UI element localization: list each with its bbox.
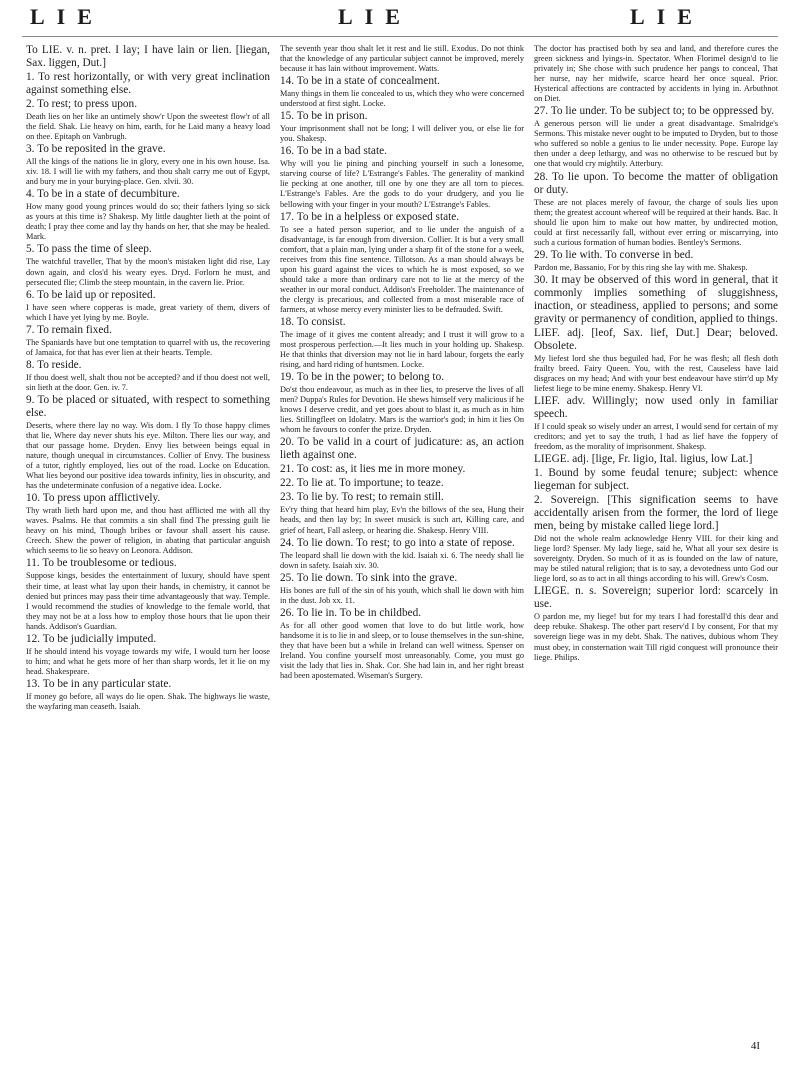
definition-heading: 3. To be reposited in the grave. bbox=[26, 143, 166, 156]
quotation-paragraph: The image of it gives me content already; and I trust it will grow to a most prosperous perfection.—It lies much in your holding up. Shakesp. He that thinks that diversion may not lie in hard labour, forgets the early rising, and hard riding of huntsmen. Locke. bbox=[280, 329, 524, 370]
definition-heading: 12. To be judicially imputed. bbox=[26, 632, 157, 645]
definition-heading: 10. To press upon afflictively. bbox=[26, 492, 161, 505]
quotation-paragraph: Suppose kings, besides the entertainment of luxury, should have spent their time, at least what lay upon their hands, in chemistry, it cannot be denied but princes may pass their time advantageously that way. Temple. I would recommend the studies of knowledge to the female world, that they may not be at a loss how to employ those hours that lie upon their hands. Addison's Guardian. bbox=[26, 571, 270, 631]
column-right bbox=[534, 44, 778, 664]
quotation-paragraph: I have seen where copperas is made, great variety of them, divers of which I have yet lying by me. Boyle. bbox=[26, 302, 270, 322]
definition-heading: To LIE. v. n. pret. I lay; I have lain or lien. [liegan, Sax. liggen, Dut.] bbox=[26, 44, 270, 69]
definition-heading: 16. To be in a bad state. bbox=[280, 145, 387, 158]
definition-heading: 20. To be valid in a court of judicature: as, an action lieth against one. bbox=[280, 436, 524, 462]
quotation-paragraph: Ev'ry thing that heard him play, Ev'n the billows of the sea, Hung their heads, and then lay by; In sweet musick is such art, Killing care, and grief of heart, Fall asleep, or hearing die. Shakesp. Henry VIII. bbox=[280, 505, 524, 535]
definition-heading: 26. To lie in. To be in childbed. bbox=[280, 606, 422, 619]
definition-heading: 4. To be in a state of decumbiture. bbox=[26, 188, 180, 201]
definition-heading: 6. To be laid up or reposited. bbox=[26, 288, 156, 301]
quotation-paragraph: O pardon me, my liege! but for my tears I had forestall'd this dear and deep rebuke. Shakesp. The other part reserv'd I by consent, For that my sovereign liege was in my debt. Shak. The natives, dubious whom They must obey, in consternation wait Till rigid conquest will pronounce their liege. Philips. bbox=[534, 612, 778, 662]
definition-heading: 27. To lie under. To be subject to; to be oppressed by. bbox=[534, 105, 775, 118]
definition-heading: 30. It may be observed of this word in general, that it commonly implies something of sluggishness, inaction, or steadiness, applied to persons; and some gravity or permanency of condition, applied to things. bbox=[534, 273, 778, 325]
quotation-paragraph: Many things in them lie concealed to us, which they who were concerned understood at first sight. Locke. bbox=[280, 89, 524, 109]
definition-heading: 17. To be in a helpless or exposed state. bbox=[280, 210, 460, 223]
quotation-paragraph: If money go before, all ways do lie open. Shak. The highways lie waste, the wayfaring man ceaseth. Isaiah. bbox=[26, 691, 270, 711]
running-head-left: LIE bbox=[30, 4, 104, 29]
catchword: 4I bbox=[750, 1040, 760, 1052]
definition-heading: 14. To be in a state of concealment. bbox=[280, 75, 440, 88]
definition-heading: LIEF. adv. Willingly; now used only in familiar speech. bbox=[534, 394, 778, 420]
definition-heading: 24. To lie down. To rest; to go into a state of repose. bbox=[280, 536, 515, 549]
column-middle bbox=[280, 44, 524, 682]
definition-heading: 13. To be in any particular state. bbox=[26, 677, 172, 690]
quotation-paragraph: Death lies on her like an untimely show'r Upon the sweetest flow'r of all the field. Shak. Lie heavy on him, earth, for he Laid many a heavy load on thee. Epitaph on Vanbrugh. bbox=[26, 112, 270, 142]
quotation-paragraph: The watchful traveller, That by the moon's mistaken light did rise, Lay down again, and clos'd his weary eyes. Dryd. Forlorn he must, and persecuted flie; Climb the steep mountain, in the cavern lie. Prior. bbox=[26, 257, 270, 287]
quotation-paragraph: Your imprisonment shall not be long; I will deliver you, or else lie for you. Shakesp. bbox=[280, 124, 524, 144]
quotation-paragraph: How many good young princes would do so; their fathers lying so sick as yours at this time is? Shakesp. My little daughter lieth at the point of death; I pray thee come and lay thy hands on her, that she may be healed. Mark. bbox=[26, 202, 270, 242]
definition-heading: 11. To be troublesome or tedious. bbox=[26, 557, 177, 570]
definition-heading: 23. To lie by. To rest; to remain still. bbox=[280, 491, 444, 504]
definition-heading: 2. Sovereign. [This signification seems to have accidentally arisen from the former, the lord of liege men, being by mistake called liege lord.] bbox=[534, 494, 778, 533]
quotation-paragraph: All the kings of the nations lie in glory, every one in his own house. Isa. xiv. 18. I will lie with my fathers, and thou shalt carry me out of Egypt, and bury me in your burying-place. Gen. xlvii. 30. bbox=[26, 157, 270, 187]
page-header bbox=[0, 4, 800, 34]
quotation-paragraph: These are not places merely of favour, the charge of souls lies upon them; the greatest account whereof will be required at their hands. Bac. It should lie upon him to make out how matter, by undirected motion, could at first necessarily fall, without ever erring or miscarrying, into such a curious formation of human bodies. Bentley's Sermons. bbox=[534, 197, 778, 247]
definition-heading: 8. To reside. bbox=[26, 358, 82, 371]
definition-heading: 19. To be in the power; to belong to. bbox=[280, 371, 445, 384]
definition-heading: 1. Bound by some feudal tenure; subject: whence liegeman for subject. bbox=[534, 467, 778, 493]
definition-heading: 1. To rest horizontally, or with very great inclination against something else. bbox=[26, 71, 270, 96]
definition-heading: LIEGE. n. s. Sovereign; superior lord: scarcely in use. bbox=[534, 585, 778, 611]
definition-heading: 21. To cost: as, it lies me in more money. bbox=[280, 463, 466, 476]
definition-heading: 28. To lie upon. To become the matter of obligation or duty. bbox=[534, 170, 778, 196]
quotation-paragraph: If he should intend his voyage towards my wife, I would turn her loose to him; and what he gets more of her than sharp words, let it lie on my head. Shakespeare. bbox=[26, 646, 270, 676]
running-head-middle: LIE bbox=[338, 4, 412, 29]
running-head-right: LIE bbox=[630, 4, 704, 29]
definition-heading: 29. To lie with. To converse in bed. bbox=[534, 248, 694, 261]
definition-heading: 2. To rest; to press upon. bbox=[26, 98, 138, 110]
quotation-paragraph: Thy wrath lieth hard upon me, and thou hast afflicted me with all thy waves. Psalms. He that commits a sin shall find The pressing guilt lie heavy on his mind, Though bribes or favour shall assert his cause. Creech. Shew the power of religion, in abating that particular anguish which seems to lie so heavy on Leonora. Addison. bbox=[26, 506, 270, 556]
definition-heading: 15. To be in prison. bbox=[280, 110, 368, 123]
definition-heading: LIEGE. adj. [lige, Fr. ligio, Ital. ligius, low Lat.] bbox=[534, 453, 753, 466]
column-left bbox=[26, 44, 270, 713]
quotation-paragraph: Did not the whole realm acknowledge Henry VIII. for their king and liege lord? Spenser. My lady liege, said he, What all your sex desire is sovereignty. Dryden. So much of it as is founded on the law of nature, may be stiled natural religion; that is to say, a devotedness unto God our liege lord, so as to act in all things according to his will. Grew's Cosm. bbox=[534, 534, 778, 584]
quotation-paragraph: My liefest lord she thus beguiled had, For he was flesh; all flesh doth frailty breed. Fairy Queen. You, with the rest, Causeless have laid disgraces on my head; And with your best endeavour have stirr'd up My liefest liege to be mine enemy. Shakesp. Henry VI. bbox=[534, 353, 778, 393]
quotation-paragraph: To see a hated person superior, and to lie under the anguish of a disadvantage, is far enough from diversion. Collier. It is but a very small comfort, that a plain man, lying under a sharp fit of the stone for a week, receives from this fine sentence. Tillotson. As a man should always be upon his guard against the vices to which he is most exposed, so we should take a more than ordinary care not to lie at the mercy of the weather in our moral conduct. Addison's Freeholder. The maintenance of the clergy is precarious, and collected from a most miserable race of farmers, at whose mercy every minister lies to be defrauded. Swift. bbox=[280, 224, 524, 314]
quotation-paragraph: Deserts, where there lay no way. Wis dom. I fly To those happy climes that lie, Where day never shuts his eye. Milton. There lies our way, and that our passage home. Dryden. Envy lies between beings equal in nature, though unequal in circumstances. Collier of Envy. The business of a tutor, rightly employed, lies out of the road. Locke on Education. What lies beyond our positive idea towards infinity, lies in obscurity, and has the undeterminate confusion of a negative idea. Locke. bbox=[26, 420, 270, 491]
definition-heading: 18. To consist. bbox=[280, 315, 346, 328]
quotation-paragraph: The Spaniards have but one temptation to quarrel with us, the recovering of Jamaica, for that has ever lien at their hearts. Temple. bbox=[26, 337, 270, 357]
definition-heading: 7. To remain fixed. bbox=[26, 323, 112, 336]
quotation-paragraph: Pardon me, Bassanio, For by this ring she lay with me. Shakesp. bbox=[534, 262, 748, 272]
quotation-paragraph: A generous person will lie under a great disadvantage. Smalridge's Sermons. This mistake never ought to be imputed to Dryden, but to those who suffered so noble a genius to lie under necessity. Pope. Europe lay then under a deep lethargy, and was no otherwise to be rescued but by one that would cry mightily. Atterbury. bbox=[534, 119, 778, 169]
quotation-paragraph: The doctor has practised both by sea and land, and therefore cures the green sickness and lyings-in. Spectator. When Florimel design'd to lie privately in; She chose with such prudence her pangs to conceal, That her nurse, nay her midwife, scarce heard her once squeal. Prior. Hysterical affections are contracted by accidents in lying in. Arbuthnot on Diet. bbox=[534, 44, 778, 104]
definition-heading: 22. To lie at. To importune; to teaze. bbox=[280, 477, 444, 490]
quotation-paragraph: As for all other good women that love to do but little work, how handsome it is to lie in and sleep, or to louse themselves in the sun-shine, they that have been but a while in Ireland can well witness. Spenser on Ireland. You confine yourself most unreasonably. Come, you must go visit the lady that lies in. Shak. Cor. She had lain in, and her right breast had been apostemated. Wiseman's Surgery. bbox=[280, 620, 524, 680]
quotation-paragraph: The leopard shall lie down with the kid. Isaiah xi. 6. The needy shall lie down in safety. Isaiah xiv. 30. bbox=[280, 550, 524, 570]
definition-heading: 9. To be placed or situated, with respect to something else. bbox=[26, 393, 270, 419]
quotation-paragraph: If thou doest well, shalt thou not be accepted? and if thou doest not well, sin lieth at the door. Gen. iv. 7. bbox=[26, 372, 270, 392]
header-rule bbox=[22, 36, 778, 37]
quotation-paragraph: His bones are full of the sin of his youth, which shall lie down with him in the dust. Job xx. 11. bbox=[280, 585, 524, 605]
definition-heading: 5. To pass the time of sleep. bbox=[26, 243, 152, 256]
quotation-paragraph: The seventh year thou shalt let it rest and lie still. Exodus. Do not think that the knowledge of any particular subject cannot be improved, merely because it has lain without improvement. Watts. bbox=[280, 44, 524, 74]
definition-heading: LIEF. adj. [leof, Sax. lief, Dut.] Dear; beloved. Obsolete. bbox=[534, 326, 778, 352]
quotation-paragraph: Do'st thou endeavour, as much as in thee lies, to preserve the lives of all men? Duppa's Rules for Devotion. He shews himself very malicious if he knows I deserve credit, and yet goes about to blast it, as much as in him lies. Stillingfleet on Idolatry. Mars is the warrior's god; in him it lies On whom he favours to confer the prize. Dryden. bbox=[280, 385, 524, 435]
quotation-paragraph: Why will you lie pining and pinching yourself in such a lonesome, starving course of life? L'Estrange's Fables. The generality of mankind lie pecking at one another, till one by one they are all torn to pieces. L'Estrange's Fables. Are the gods to do your drudgery, and you lie bellowing with your finger in your mouth? L'Estrange's Fables. bbox=[280, 159, 524, 209]
definition-heading: 25. To lie down. To sink into the grave. bbox=[280, 571, 458, 584]
quotation-paragraph: If I could speak so wisely under an arrest, I would send for certain of my creditors; and yet to say the truth, I had as lief have the foppery of freedom, as the morality of imprisonment. Shakesp. bbox=[534, 421, 778, 452]
